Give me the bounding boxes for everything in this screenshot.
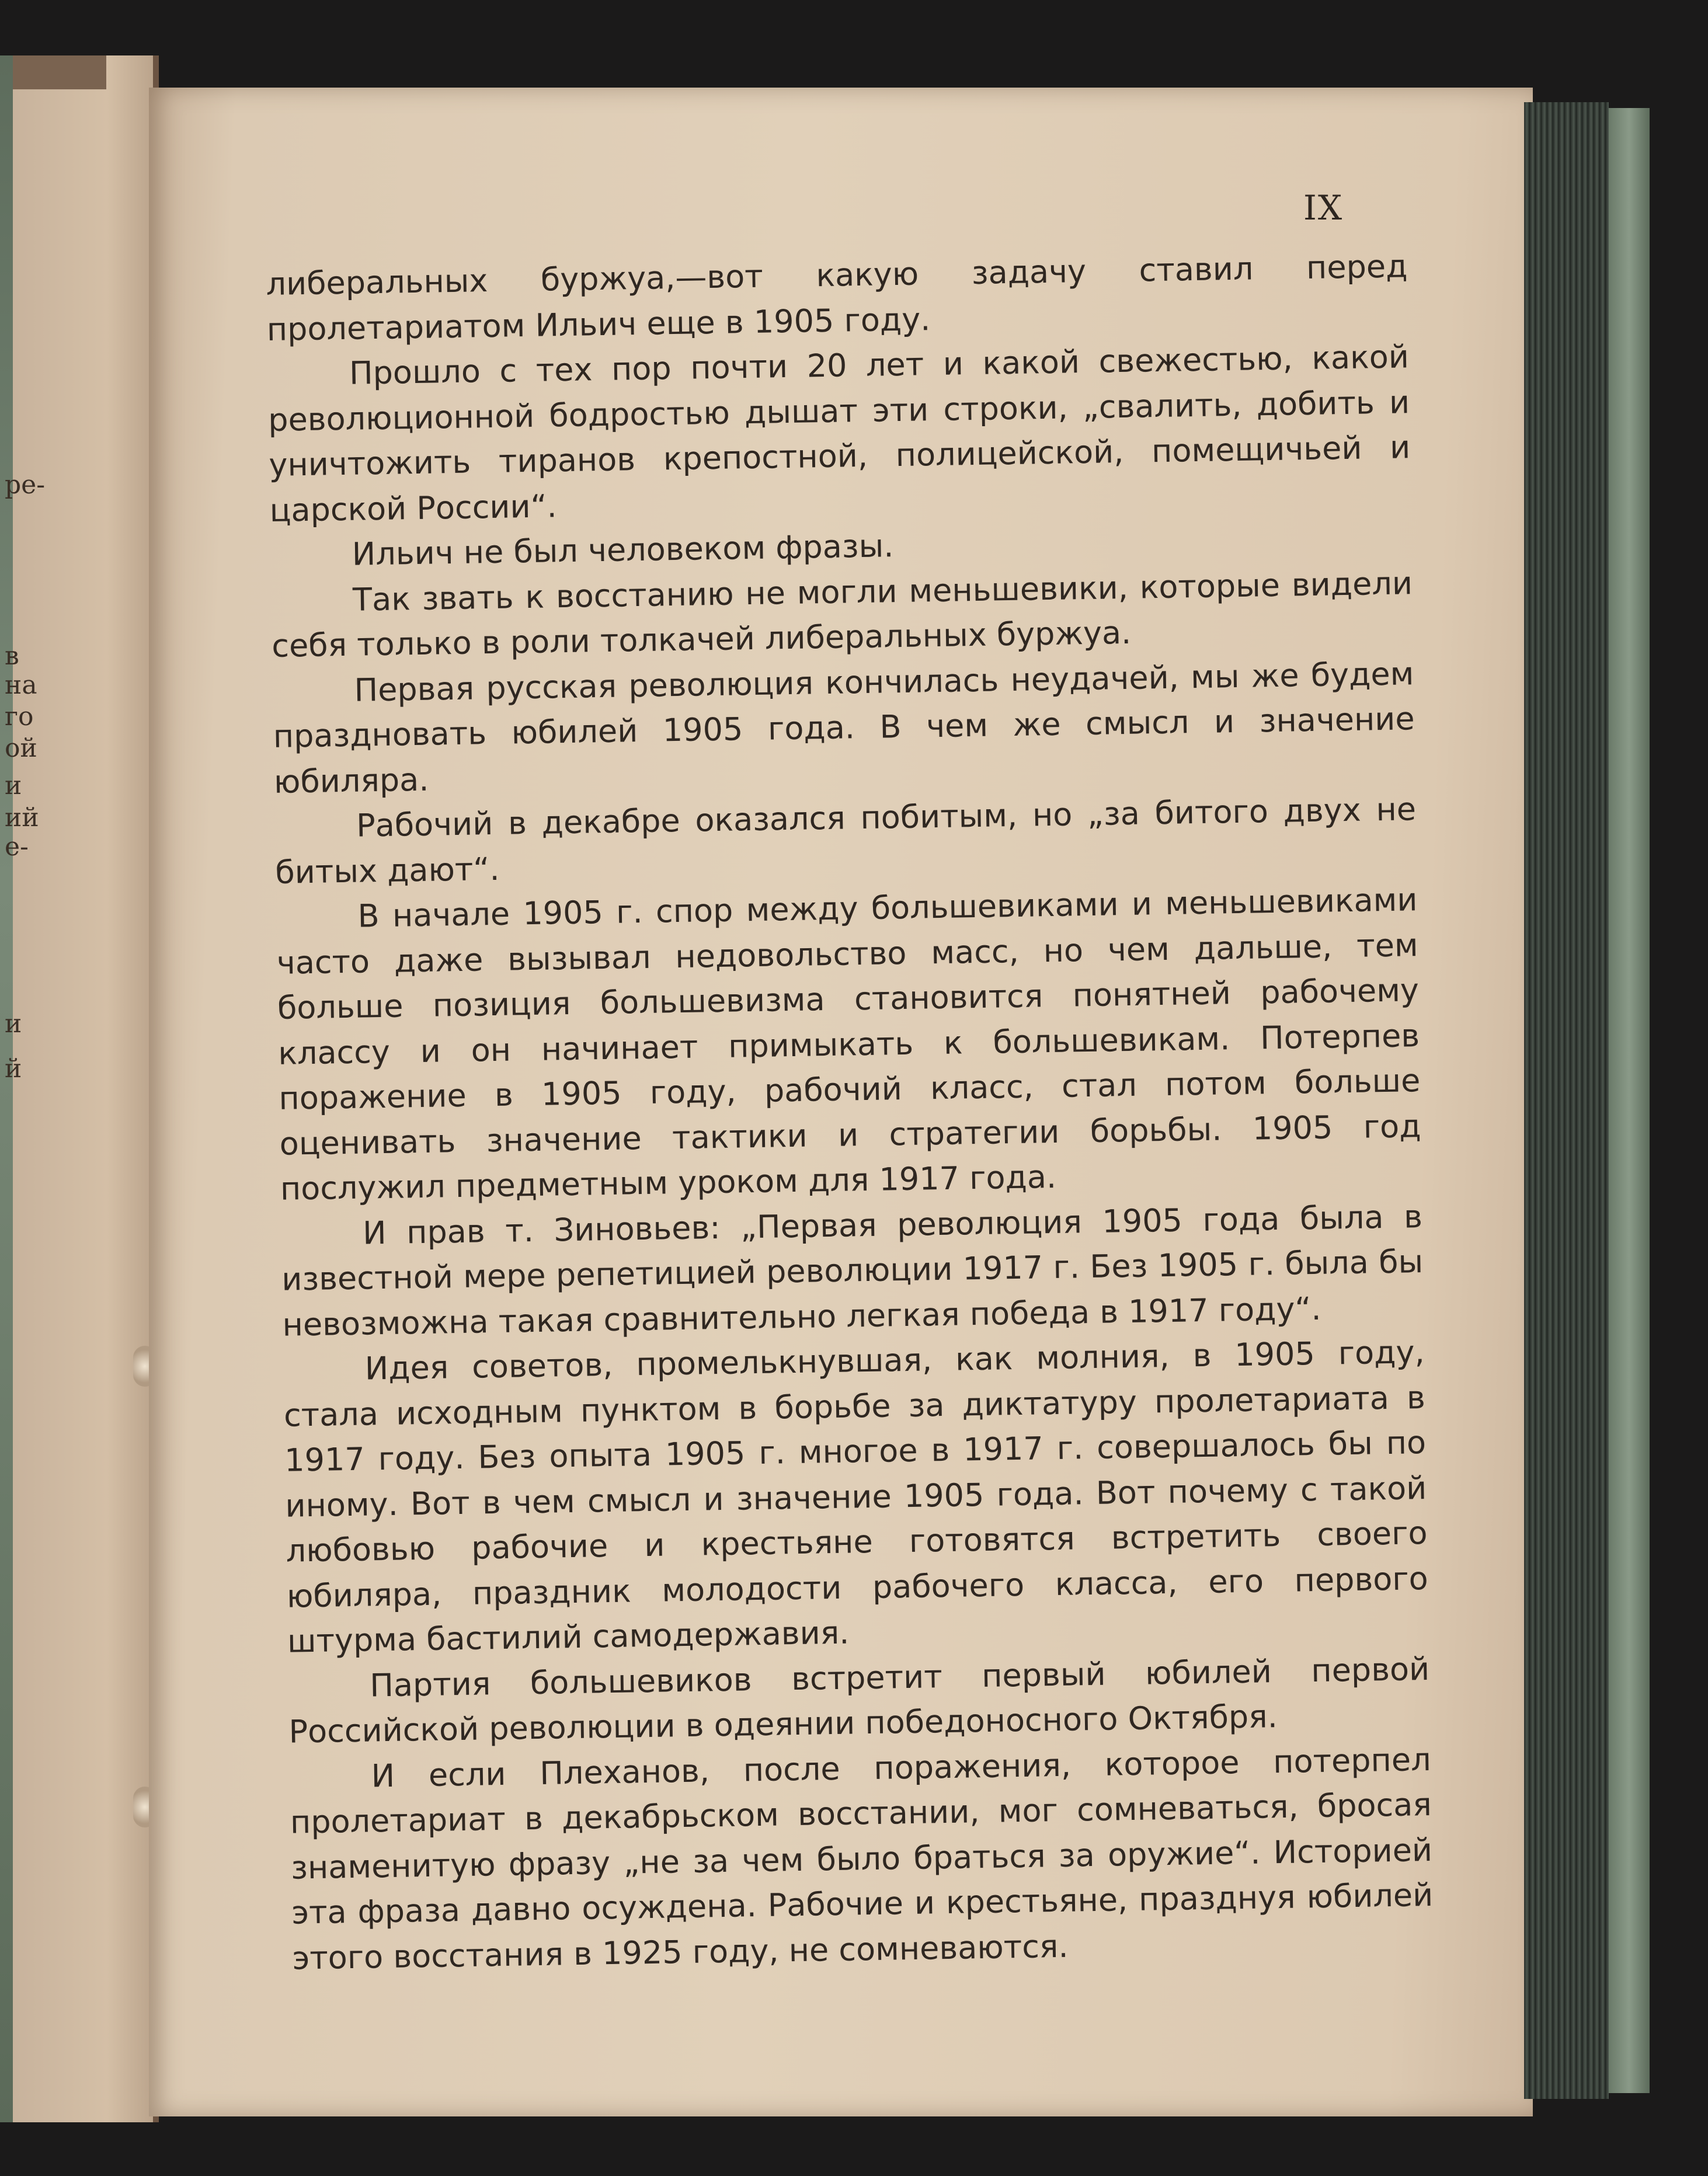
left-page-fragment: ре-	[5, 470, 46, 500]
left-page-fragment: и	[5, 771, 22, 800]
left-page-fragment: на	[5, 670, 37, 700]
page-number: IX	[1303, 188, 1344, 228]
left-page-fragment: в	[5, 641, 19, 671]
paragraph: Идея советов, промелькнувшая, как молния, в 1905 году, стала исходным пунктом в борьбе за диктатуру пролетариата в 1917 году. Без опыта 1905 г. многое в 1917 г. совершалось бы по иному. Вот в чем смысл и значение 1905 года. Вот почему с такой любовью рабочие и крестьяне готовятся встретить своего юбиляра, праздник молодости рабочего класса, его первого штурма бастилий самодержавия.	[283, 1334, 1429, 1660]
page-block-edge	[1524, 102, 1609, 2099]
paragraph: Ильич не был человеком фразы.	[352, 527, 894, 573]
left-page-top-edge	[13, 55, 106, 89]
left-page-fragment: и	[5, 1009, 22, 1039]
left-page-fragment: ий	[5, 803, 39, 833]
right-cover-edge	[1609, 108, 1650, 2093]
left-cover-edge	[0, 55, 13, 2122]
body-text	[266, 243, 1434, 1980]
left-page-fragment: ой	[5, 733, 37, 763]
left-page-fragment: й	[5, 1054, 22, 1084]
left-page-fragment: го	[5, 702, 34, 732]
paragraph: Так звать к восстанию не могли меньшевики, которые видели себя только в роли толкачей либеральных буржуа.	[271, 564, 1413, 664]
left-page-fragment: е-	[5, 832, 29, 862]
paragraph: Первая русская революция кончилась неудачей, мы же будем праздновать юбилей 1905 года. В чем же смысл и значение юбиляра.	[273, 654, 1415, 800]
paragraph: В начале 1905 г. спор между большевиками и меньшевиками часто даже вызывал недовольство масс, но чем дальше, тем больше позиция большевизма становится понятней рабочему классу и он начинает примыкать к большевикам. Потерпев поражение в 1905 году, рабочий класс, стал потом больше оценивать значение тактики и стратегии борьбы. 1905 год послужил предметным уроком для 1917 года.	[276, 881, 1421, 1207]
paragraph: Партия большевиков встретит первый юбилей первой Российской революции в одеянии победоносного Октября.	[288, 1650, 1430, 1750]
paragraph: либеральных буржуа,—вот какую задачу ставил перед пролетариатом Ильич еще в 1905 году.	[266, 248, 1408, 348]
paragraph: Прошло с тех пор почти 20 лет и какой свежестью, какой революционной бодростью дышат эти строки, „свалить, добить и уничтожить тиранов крепостной, полицейской, помещичьей и царской России“.	[267, 338, 1411, 529]
paragraph: И если Плеханов, после поражения, которое потерпел пролетариат в декабрьском восстании, мог сомневаться, бросая знаменитую фразу „не за чем было браться за оружие“. Историей эта фраза давно осуждена. Рабочие и крестьяне, празднуя юбилей этого восстания в 1925 году, не сомневаются.	[290, 1740, 1434, 1977]
paragraph: Рабочий в декабре оказался побитым, но „за битого двух не битых дают“.	[274, 791, 1417, 891]
paragraph: И прав т. Зиновьев: „Первая революция 1905 года была в известной мере репетицией революции 1917 г. Без 1905 г. была бы невозможна такая сравнительно легкая победа в 1917 году“.	[281, 1197, 1424, 1343]
